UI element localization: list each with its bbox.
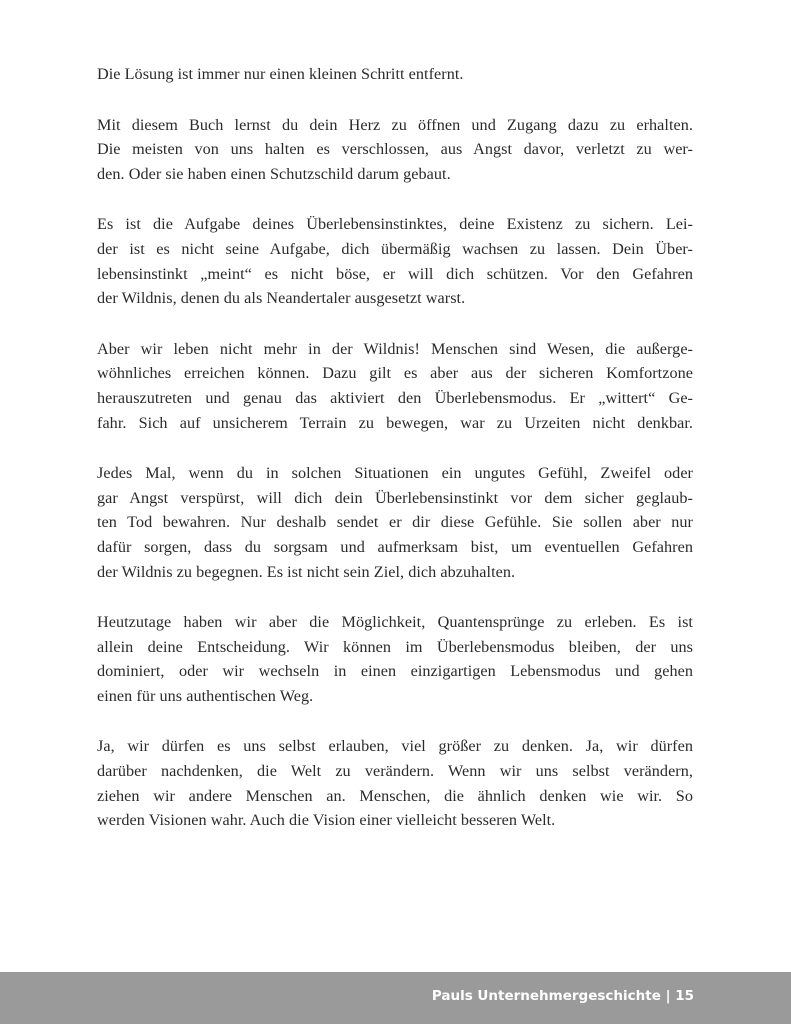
page-footer: [0, 972, 791, 1024]
text-line: darüber nachdenken, die Welt zu verändern. Wenn wir uns selbst verändern,: [97, 762, 693, 781]
text-line: dafür sorgen, dass du sorgsam und aufmerksam bist, um eventuellen Gefahren: [97, 537, 693, 556]
text-line: lebensinstinkt „meint“ es nicht böse, er will dich schützen. Vor den Gefahren: [97, 264, 693, 283]
text-line: Jedes Mal, wenn du in solchen Situationen ein ungutes Gefühl, Zweifel oder: [97, 464, 693, 483]
footer-label: [432, 988, 694, 1004]
text-line: ten Tod bewahren. Nur deshalb sendet er dir diese Gefühle. Sie sollen aber nur: [97, 513, 693, 532]
text-line: Die meisten von uns halten es verschlossen, aus Angst davor, verletzt zu wer-: [97, 140, 693, 159]
text-line: dominiert, oder wir wechseln in einen einzigartigen Lebensmodus und gehen: [97, 662, 693, 681]
paragraph: [97, 62, 693, 87]
text-line: wöhnliches erreichen können. Dazu gilt es aber aus der sicheren Komfortzone: [97, 364, 693, 383]
text-line: herauszutreten und genau das aktiviert den Überlebensmodus. Er „wittert“ Ge-: [97, 388, 693, 407]
page-number: 15: [675, 988, 694, 1004]
text-line: der Wildnis, denen du als Neandertaler ausgesetzt warst.: [97, 289, 466, 308]
text-line: den. Oder sie haben einen Schutzschild darum gebaut.: [97, 164, 451, 183]
text-line: Es ist die Aufgabe deines Überlebensinstinktes, deine Existenz zu sichern. Lei-: [97, 215, 693, 234]
page-body: [97, 62, 693, 859]
text-line: der Wildnis zu begegnen. Es ist nicht sein Ziel, dich abzuhalten.: [97, 562, 516, 581]
book-title: Pauls Unternehmergeschichte: [431, 988, 661, 1004]
text-line: Ja, wir dürfen es uns selbst erlauben, viel größer zu denken. Ja, wir dürfen: [97, 737, 693, 756]
text-line: Aber wir leben nicht mehr in der Wildnis! Menschen sind Wesen, die außerge-: [97, 339, 693, 358]
paragraph: [97, 212, 693, 310]
paragraph: [97, 337, 693, 435]
paragraph: [97, 113, 693, 187]
text-line: Die Lösung ist immer nur einen kleinen Schritt entfernt.: [97, 65, 464, 83]
text-line: einen für uns authentischen Weg.: [97, 686, 314, 705]
footer-separator: |: [665, 988, 671, 1004]
text-line: der ist es nicht seine Aufgabe, dich übermäßig wachsen zu lassen. Dein Über-: [97, 239, 693, 258]
paragraph: [97, 461, 693, 584]
text-line: ziehen wir andere Menschen an. Menschen, die ähnlich denken wie wir. So: [97, 786, 693, 805]
text-line: allein deine Entscheidung. Wir können im Überlebensmodus bleiben, der uns: [97, 637, 693, 656]
paragraph: [97, 610, 693, 708]
text-line: fahr. Sich auf unsicherem Terrain zu bewegen, war zu Urzeiten nicht denkbar.: [97, 413, 693, 432]
text-line: werden Visionen wahr. Auch die Vision einer vielleicht besseren Welt.: [97, 811, 556, 830]
text-line: Mit diesem Buch lernst du dein Herz zu öffnen und Zugang dazu zu erhalten.: [97, 115, 693, 134]
text-line: gar Angst verspürst, will dich dein Überlebensinstinkt vor dem sicher geglaub-: [97, 488, 693, 507]
text-line: Heutzutage haben wir aber die Möglichkeit, Quantensprünge zu erleben. Es ist: [97, 613, 693, 632]
paragraph: [97, 734, 693, 832]
